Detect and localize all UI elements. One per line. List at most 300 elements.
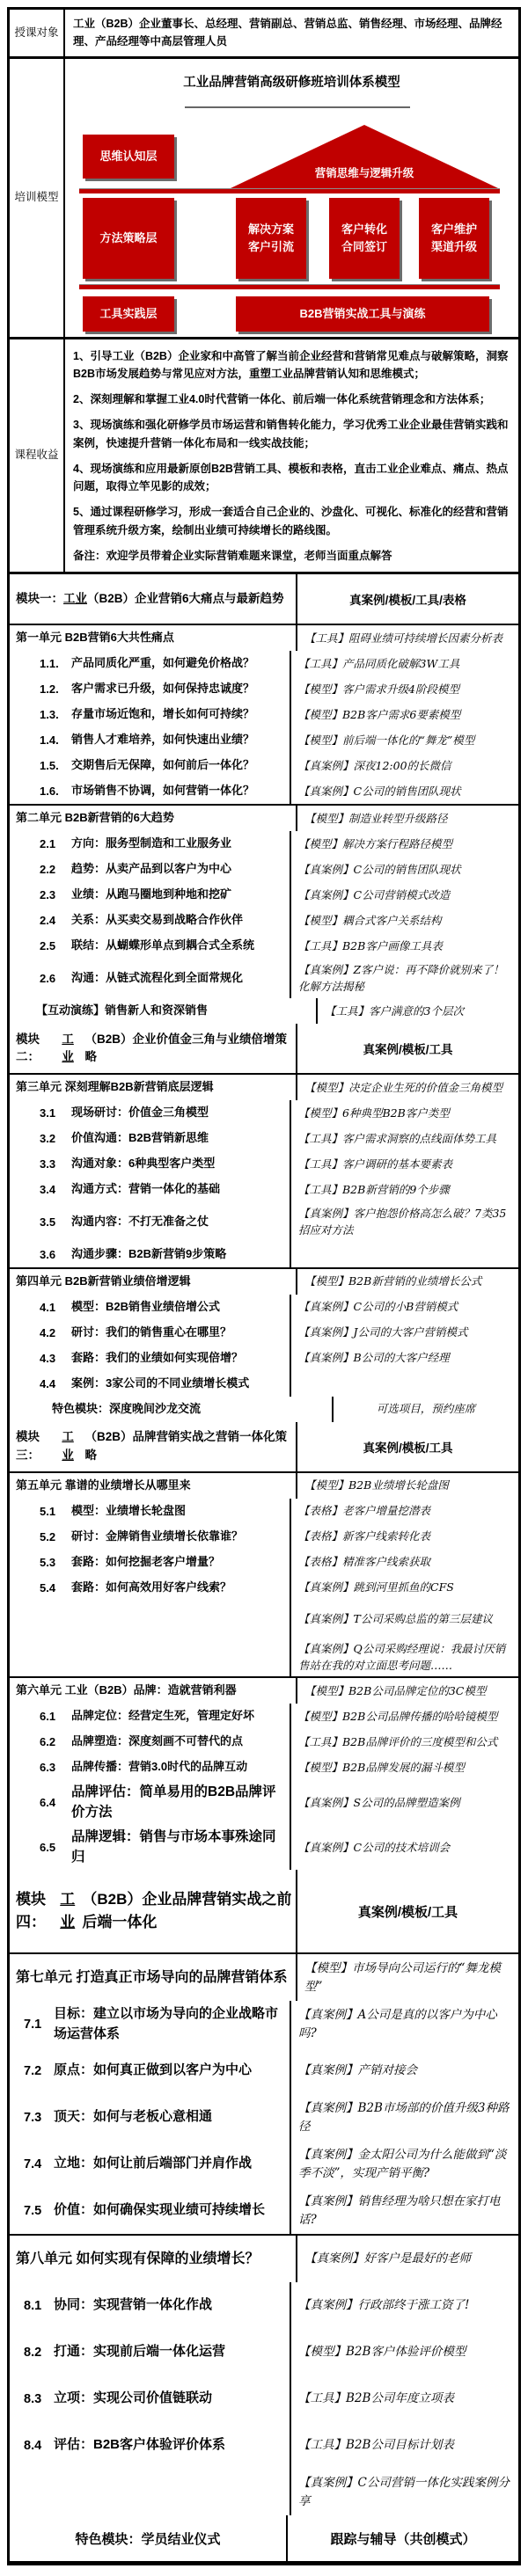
pillar-line: 客户引流: [247, 239, 294, 253]
topic-cell: [10, 1242, 291, 1267]
topic-text: 顶天：如何与老板心意相通: [54, 2109, 213, 2125]
topic-cell: [10, 1177, 291, 1202]
topic-cell: [10, 2187, 291, 2234]
module-title-rest: （B2B）企业营销6大痛点与最新趋势: [87, 591, 284, 605]
curriculum-row: [10, 2469, 518, 2515]
topic-cell: [10, 1678, 297, 1704]
benefit-item: 5、通过课程研修学习，形成一套适合自己企业的、沙盘化、可视化、标准化的经营和营销管理系统升级方案，绘制出业绩可持续增长的路线图。: [73, 506, 509, 536]
module-section: [10, 1024, 518, 1422]
benefit-item: 3、现场演练和强化研修学员市场运营和销售转化能力，学习优秀工业企业最佳营销实践和案例，快速提升营销一体化布局和一线实战技能；: [73, 419, 509, 449]
resource-cell: 【模型】市场导向公司运行的“舞龙模型”: [304, 1960, 501, 1994]
topic-number: 4.1: [40, 1300, 56, 1314]
roof-label: 营销思维与逻辑升级: [314, 166, 414, 179]
curriculum-row: [10, 2094, 518, 2141]
topic-number: 8.2: [24, 2345, 42, 2360]
topic-number: 3.4: [40, 1182, 56, 1196]
topic-number: 1.2.: [40, 682, 59, 696]
resource-cell: 【模型】B2B新营销的业绩增长公式: [304, 1274, 482, 1288]
resource-cell: 【真案例】C公司的技术培训会: [298, 1840, 451, 1854]
topic-text: 第二单元 B2B新营销的6大趋势: [16, 811, 174, 825]
syllabus-document: [7, 7, 521, 2565]
topic-text: 价值沟通：B2B营销新思维: [71, 1130, 209, 1144]
benefit-item: 2、深刻理解和掌握工业4.0时代营销一体化、前后端一体化系统营销理念和方法体系；: [73, 393, 491, 405]
resource-cell: 【工具】B2B品牌评价的三度模型和公式: [298, 1735, 498, 1749]
resource-cell: 【真案例】销售经理为啥只想在家打电话?: [298, 2193, 501, 2227]
pillar-line: 合同签订: [341, 239, 387, 253]
topic-number: 4.2: [40, 1325, 56, 1339]
curriculum-row: [10, 998, 518, 1024]
resource-cell: 【真案例】好客户是最好的老师: [304, 2251, 471, 2266]
topic-text: 关系：从买卖交易到战略合作伙伴: [71, 913, 244, 927]
resource-cell: 【工具】B2B客户画像工具表: [298, 938, 443, 952]
topic-cell: [10, 908, 291, 933]
topic-cell: [10, 1954, 297, 2001]
topic-number: 7.2: [24, 2063, 42, 2078]
topic-cell: [10, 1499, 291, 1524]
topic-cell: [10, 2329, 291, 2375]
topic-cell: [10, 2047, 291, 2094]
topic-number: 2.5: [40, 939, 56, 952]
curriculum-row: [10, 1473, 518, 1499]
topic-text: 销售人才难培养，如何快速出业绩？: [71, 733, 255, 747]
resource-cell: 【模型】B2B业绩增长轮盘图: [304, 1478, 449, 1492]
topic-number: 6.1: [40, 1710, 56, 1724]
topic-number: 6.4: [40, 1796, 56, 1810]
topic-cell: [10, 2282, 291, 2329]
topic-text: 协同：实现营销一体化作战: [54, 2297, 213, 2313]
benefit-item: 4、现场演练和应用最新原创B2B营销工具、模板和表格，直击工业企业难点、痛点、热点问题，取得立竿见影的成效；: [73, 462, 509, 493]
curriculum-row: [10, 778, 518, 804]
topic-text: 品牌传播：营销3.0时代的品牌互动: [71, 1760, 248, 1774]
base-box-practice: B2B营销实战工具与演练: [236, 296, 489, 332]
module-title-rest: （B2B）企业品牌营销实战之前后端一体化: [82, 1890, 292, 1931]
diagram-title-underline: [185, 106, 410, 108]
resource-cell: 【真案例】J公司的大客户营销模式: [298, 1325, 468, 1339]
topic-text: 第三单元 深刻理解B2B新营销底层逻辑: [16, 1079, 214, 1093]
pillar-line: 渠道升级: [430, 239, 477, 253]
topic-number: 1.3.: [40, 708, 59, 721]
resource-cell: 【工具】B2B公司目标计划表: [298, 2438, 454, 2453]
module-header-resources: 真案例/模板/工具: [363, 1042, 453, 1056]
module-header-title: [10, 1870, 297, 1952]
module-title-prefix: 模块一：: [16, 591, 63, 605]
topic-text: 现场研讨：价值金三角模型: [71, 1105, 209, 1119]
topic-number: 1.4.: [40, 733, 59, 747]
topic-cell: [10, 702, 291, 727]
module-header-title: [10, 1024, 297, 1073]
topic-text: 特色模块：深度晚间沙龙交流: [52, 1401, 202, 1415]
module-header: [10, 1422, 518, 1473]
topic-text: 【互动演练】销售新人和资深销售: [36, 1003, 209, 1017]
topic-text: 套路：我们的业绩如何实现倍增？: [71, 1350, 244, 1364]
curriculum-row: [10, 2141, 518, 2187]
topic-text: 价值：如何确保实现业绩可持续增长: [54, 2202, 266, 2218]
topic-cell: [10, 1729, 291, 1755]
topic-number: 8.4: [24, 2438, 42, 2453]
resource-cell: 【工具】阻碍业绩可持续增长因素分析表: [304, 631, 503, 645]
topic-text: 联结：从蝴蝶形单点到耦合式全系统: [71, 938, 255, 952]
resource-cell: 【真案例】C公司的小B营销模式: [298, 1300, 458, 1314]
module-section: [10, 1422, 518, 1871]
topic-cell: [10, 1575, 291, 1601]
resource-cell: 【工具】B2B新营销的9个步骤: [298, 1182, 450, 1196]
info-table: [7, 7, 521, 574]
topic-text: 案例：3家公司的不同业绩增长模式: [71, 1376, 250, 1390]
topic-cell: [10, 2236, 297, 2282]
resource-cell: 【真案例】C公司的销售团队现状: [298, 784, 461, 798]
topic-number: 3.1: [40, 1106, 56, 1120]
topic-number: 8.1: [24, 2298, 42, 2313]
topic-cell: [10, 857, 291, 882]
module-header: [10, 1024, 518, 1075]
topic-number: 5.3: [40, 1555, 56, 1569]
course-benefits-text: [65, 339, 518, 573]
curriculum-row: [10, 727, 518, 753]
topic-text: 沟通：从链式流程化到全面常规化: [71, 970, 244, 984]
topic-text: 评估：B2B客户体验评价体系: [54, 2437, 226, 2453]
topic-cell: [10, 1100, 291, 1126]
curriculum-row: [10, 1126, 518, 1151]
curriculum-row: [10, 1729, 518, 1755]
resource-cell: 【工具】客户需求洞察的点线面体势工具: [298, 1131, 497, 1145]
curriculum-row: [10, 1954, 518, 2001]
resource-cell: 【表格】新客户线索转化表: [298, 1529, 431, 1543]
curriculum-row: [10, 1638, 518, 1677]
resource-cell: 【真案例】C公司营销模式改造: [298, 887, 451, 901]
curriculum-row: [10, 651, 518, 676]
curriculum-row: [10, 1704, 518, 1729]
unit-block: [10, 1269, 518, 1422]
topic-text: 第七单元 打造真正市场导向的品牌营销体系: [16, 1969, 288, 1985]
curriculum-row: [10, 1524, 518, 1550]
curriculum-row: [10, 625, 518, 651]
training-model-diagram: [65, 59, 518, 337]
curriculum-row: [10, 2236, 518, 2282]
topic-text: 趋势：从卖产品到以客户为中心: [71, 862, 232, 876]
topic-text: 打通：实现前后端一体化运营: [54, 2344, 226, 2360]
topic-text: 客户需求已升级，如何保持忠诚度？: [71, 682, 255, 696]
resource-cell: 【模型】6种典型B2B客户类型: [298, 1106, 450, 1120]
topic-text: 第五单元 靠谱的业绩增长从哪里来: [16, 1478, 191, 1492]
resource-cell: [291, 1252, 518, 1257]
topic-cell: [10, 2422, 291, 2469]
curriculum-row: [10, 1202, 518, 1242]
curriculum-row: [10, 2329, 518, 2375]
topic-number: 3.3: [40, 1157, 56, 1171]
topic-cell: [10, 1075, 297, 1100]
curriculum-row: [10, 959, 518, 998]
topic-number: 7.5: [24, 2203, 42, 2218]
topic-number: 1.1.: [40, 657, 59, 670]
topic-cell: [10, 1825, 291, 1870]
topic-text: 品牌塑造：深度刻画不可替代的点: [71, 1734, 244, 1748]
topic-cell: [10, 727, 291, 753]
topic-text: 研讨：金牌销售业绩增长依靠谁？: [71, 1529, 244, 1543]
topic-cell: [10, 2094, 291, 2141]
topic-number: 3.5: [40, 1215, 56, 1229]
resource-cell: 【模型】制造业转型升级路径: [304, 811, 448, 825]
topic-cell: [10, 1151, 291, 1177]
training-model-label: 培训模型: [10, 59, 65, 337]
topic-cell: [10, 2469, 291, 2515]
curriculum-row: [10, 1397, 518, 1422]
topic-number: 5.1: [40, 1504, 56, 1518]
topic-cell: [10, 1320, 291, 1346]
topic-cell: [10, 1346, 291, 1371]
resource-cell: 【模型】前后端一体化的“舞龙”模型: [298, 733, 475, 747]
teaching-target-text: 工业（B2B）企业董事长、总经理、营销副总、营销总监、销售经理、市场经理、品牌经理、产品经理等中高层管理人员: [73, 18, 502, 48]
curriculum-row: [10, 1678, 518, 1704]
topic-text: 交期售后无保障，如何前后一体化？: [71, 758, 255, 772]
curriculum-row: [10, 933, 518, 959]
module-section: [10, 1870, 518, 2515]
topic-number: 7.1: [24, 2017, 42, 2032]
module-header: [10, 1870, 518, 1954]
resource-cell: 【表格】精准客户线索获取: [298, 1555, 431, 1569]
topic-text: 第一单元 B2B营销6大共性痛点: [16, 631, 174, 645]
module-header: [10, 574, 518, 625]
topic-cell: [10, 1202, 291, 1242]
resource-cell: 【真案例】Q公司采购经理说：我最讨厌销售站在我的对立面思考问题……: [298, 1641, 506, 1672]
unit-block: [10, 806, 518, 1024]
module-title-underlined: 工业: [63, 591, 87, 605]
topic-cell: [10, 1755, 291, 1780]
topic-text: 方向：服务型制造和工业服务业: [71, 836, 232, 850]
module-header-resources: 真案例/模板/工具/表格: [349, 594, 466, 607]
topic-cell: [10, 998, 318, 1024]
footer-left: 特色模块：学员结业仪式: [10, 2515, 288, 2561]
topic-number: 7.3: [24, 2110, 42, 2125]
topic-cell: [10, 882, 291, 908]
curriculum-table: [7, 574, 521, 2565]
resource-cell: 【真案例】T公司采购总监的第三层建议: [298, 1611, 493, 1625]
pillar-line: 解决方案: [247, 223, 294, 236]
resource-cell: 【工具】客户调研的基本要素表: [298, 1157, 453, 1171]
curriculum-row: [10, 2001, 518, 2047]
resource-cell: 【模型】B2B品牌发展的漏斗模型: [298, 1761, 465, 1775]
divider-bar-top: [79, 188, 500, 193]
diagram-title: 工业品牌营销高级研修班培训体系模型: [183, 75, 400, 90]
topic-text: 模型：业绩增长轮盘图: [71, 1503, 187, 1517]
module-title-underlined: 工业: [62, 1032, 74, 1063]
resource-cell: 【工具】客户满意的3个层次: [325, 1003, 464, 1018]
topic-number: 2.1: [40, 837, 56, 850]
resource-cell: 【工具】B2B公司年度立项表: [298, 2391, 454, 2406]
pillar-box-retention: [419, 198, 489, 279]
curriculum-row: [10, 908, 518, 933]
resource-cell: 【真案例】金太阳公司为什么能做到“淡季不淡”，实现产销平衡?: [298, 2147, 507, 2180]
topic-text: 存量市场近饱和，增长如何可持续？: [71, 707, 255, 721]
unit-block: [10, 1473, 518, 1679]
curriculum-row: [10, 2422, 518, 2469]
module-title-prefix: 模块四：: [16, 1890, 46, 1931]
resource-cell: 【真案例】行政部终于涨工资了!: [298, 2298, 470, 2313]
topic-cell: [10, 831, 291, 857]
topic-number: 2.2: [40, 863, 56, 876]
curriculum-row: [10, 831, 518, 857]
resource-cell: 【模型】客户需求升级4阶段模型: [298, 682, 459, 696]
module-title-prefix: 模块二：: [16, 1032, 40, 1063]
curriculum-row: [10, 1075, 518, 1100]
resource-cell: 【真案例】B2B市场部的价值升级3种路径: [298, 2100, 510, 2134]
resource-cell: 【真案例】客户抱怨价格高怎么破？7类35招应对方法: [298, 1206, 507, 1237]
topic-text: 产品同质化严重，如何避免价格战？: [71, 656, 255, 670]
topic-number: 5.2: [40, 1529, 56, 1543]
resource-cell: 【模型】决定企业生死的价值金三角模型: [304, 1080, 503, 1094]
pillar-box-conversion: [329, 198, 400, 279]
topic-cell: [10, 2375, 291, 2422]
topic-number: 8.3: [24, 2391, 42, 2406]
layer-box-tools: 工具实践层: [83, 296, 174, 332]
pillar-line: 客户转化: [341, 223, 387, 236]
curriculum-row: [10, 882, 518, 908]
topic-number: 2.6: [40, 971, 56, 985]
curriculum-row: [10, 1371, 518, 1397]
resource-cell: 【模型】B2B公司品牌定位的3C模型: [304, 1684, 487, 1698]
topic-cell: [10, 778, 291, 804]
unit-block: [10, 1954, 518, 2236]
topic-cell: [10, 1780, 291, 1825]
curriculum-row: [10, 1499, 518, 1524]
teaching-target-label: 授课对象: [10, 10, 65, 56]
topic-cell: [10, 1473, 297, 1499]
resource-cell: 【模型】B2B客户需求6要素模型: [298, 707, 461, 721]
topic-text: 沟通对象：6种典型客户类型: [71, 1156, 216, 1170]
resource-cell: 【真案例】C公司的销售团队现状: [298, 862, 461, 876]
topic-cell: [10, 753, 291, 778]
topic-text: 沟通方式：营销一体化的基础: [71, 1181, 221, 1195]
resource-cell: 【真案例】跳到河里抓鱼的CFS: [298, 1580, 454, 1594]
curriculum-row: [10, 2375, 518, 2422]
topic-number: 2.3: [40, 888, 56, 901]
module-title-rest: （B2B）品牌营销实战之营销一体化策略: [84, 1430, 288, 1462]
unit-block: [10, 2236, 518, 2515]
module-header-resources: 真案例/模板/工具: [357, 1904, 458, 1920]
resource-cell: 【模型】B2B公司品牌传播的哈哈镜模型: [298, 1710, 498, 1724]
topic-cell: [10, 651, 291, 676]
topic-cell: [10, 1295, 291, 1320]
resource-cell: 【真案例】B公司的大客户经理: [298, 1351, 450, 1365]
curriculum-row: [10, 1575, 518, 1601]
resource-cell: 【模型】解决方案行程路径模型: [298, 836, 453, 850]
resource-cell: 【真案例】A公司是真的以客户为中心吗?: [298, 2007, 497, 2040]
unit-block: [10, 625, 518, 806]
topic-number: 7.4: [24, 2156, 42, 2171]
topic-text: 目标：建立以市场为导向的企业战略市场运营体系: [54, 2006, 279, 2041]
curriculum-row: [10, 1780, 518, 1825]
curriculum-row: [10, 1550, 518, 1575]
pillar-line: 客户维护: [430, 223, 477, 236]
curriculum-row: [10, 2187, 518, 2234]
curriculum-row: [10, 1346, 518, 1371]
curriculum-row: [10, 1269, 518, 1295]
topic-text: 第八单元 如何实现有保障的业绩增长？: [16, 2251, 260, 2266]
topic-number: 6.5: [40, 1841, 56, 1855]
topic-number: 2.4: [40, 914, 56, 927]
topic-cell: [10, 1704, 291, 1729]
resource-cell: 【工具】产品同质化破解3W工具: [298, 656, 460, 670]
curriculum-row: [10, 1177, 518, 1202]
topic-text: 原点：如何真正做到以客户为中心: [54, 2062, 253, 2078]
curriculum-row: [10, 1100, 518, 1126]
topic-number: 1.6.: [40, 784, 59, 798]
topic-cell: [10, 1601, 291, 1638]
topic-cell: [10, 2141, 291, 2187]
teaching-target-row: [10, 10, 518, 59]
topic-text: 立项：实现公司价值链联动: [54, 2390, 213, 2406]
module-title-underlined: 工业: [62, 1430, 74, 1462]
topic-cell: [10, 2001, 291, 2047]
topic-cell: [10, 933, 291, 959]
topic-cell: [10, 1638, 291, 1677]
layer-box-method: 方法策略层: [83, 198, 174, 279]
topic-text: 第六单元 工业（B2B）品牌：造就营销利器: [16, 1683, 237, 1697]
module-header-resources: 真案例/模板/工具: [363, 1441, 453, 1455]
training-model-cell: [65, 59, 518, 337]
resource-cell: 【模型】耦合式客户关系结构: [298, 913, 442, 927]
topic-cell: [10, 1126, 291, 1151]
topic-text: 研讨：我们的销售重心在哪里？: [71, 1324, 232, 1339]
divider-bar-bottom: [79, 284, 500, 289]
module-title-underlined: 工业: [60, 1890, 76, 1931]
topic-cell: [10, 1550, 291, 1575]
resource-cell: 【模型】B2B客户体验评价模型: [298, 2345, 466, 2360]
topic-number: 3.6: [40, 1247, 56, 1261]
curriculum-row: [10, 2282, 518, 2329]
topic-number: 4.4: [40, 1376, 56, 1390]
curriculum-row: [10, 753, 518, 778]
curriculum-row: [10, 1242, 518, 1267]
resource-cell: [291, 1381, 518, 1386]
topic-text: 立地：如何让前后端部门并肩作战: [54, 2156, 253, 2171]
curriculum-row: [10, 1151, 518, 1177]
resource-cell: 【真案例】Z客户说：再不降价就别来了！化解方法揭秘: [298, 963, 504, 994]
training-model-row: [10, 59, 518, 339]
resource-cell: 【真案例】C公司营销一体化实践案例分享: [298, 2475, 510, 2508]
curriculum-row: [10, 806, 518, 831]
benefits-note: 备注：欢迎学员带着企业实际营销难题来课堂，老师当面重点解答: [73, 549, 392, 562]
topic-cell: [10, 625, 297, 651]
curriculum-row: [10, 1755, 518, 1780]
topic-cell: [10, 676, 291, 702]
topic-cell: [10, 1397, 334, 1422]
curriculum-row: [10, 702, 518, 727]
footer-right: 跟踪与辅导（共创模式）: [330, 2531, 476, 2547]
topic-number: 4.3: [40, 1351, 56, 1365]
resource-cell: 【表格】老客户增量挖潜表: [298, 1504, 431, 1518]
topic-text: 品牌逻辑：销售与市场本事殊途同归: [71, 1829, 276, 1864]
topic-text: 套路：如何挖掘老客户增量？: [71, 1554, 221, 1568]
topic-cell: [10, 1269, 297, 1295]
topic-text: 沟通步骤：B2B新营销9步策略: [71, 1246, 227, 1260]
module-title-prefix: 模块三：: [16, 1430, 40, 1462]
topic-cell: [10, 959, 291, 998]
course-benefits-row: [10, 339, 518, 573]
topic-cell: [10, 1524, 291, 1550]
curriculum-row: [10, 2047, 518, 2094]
unit-block: [10, 1075, 518, 1269]
topic-text: 第四单元 B2B新营销业绩倍增逻辑: [16, 1273, 191, 1288]
topic-text: 沟通内容：不打无准备之仗: [71, 1214, 209, 1228]
topic-number: 5.4: [40, 1580, 56, 1594]
module-title-rest: （B2B）企业价值金三角与业绩倍增策略: [84, 1032, 288, 1063]
curriculum-row: [10, 676, 518, 702]
topic-number: 1.5.: [40, 759, 59, 772]
module-section: [10, 574, 518, 1024]
benefit-item: 1、引导工业（B2B）企业家和中高管了解当前企业经营和营销常见难点与破解策略，洞察B2B市场发展趋势与常见应对方法，重塑工业品牌营销认知和思维模式；: [73, 349, 509, 380]
pillar-box-leads: [236, 198, 306, 279]
curriculum-row: [10, 1295, 518, 1320]
